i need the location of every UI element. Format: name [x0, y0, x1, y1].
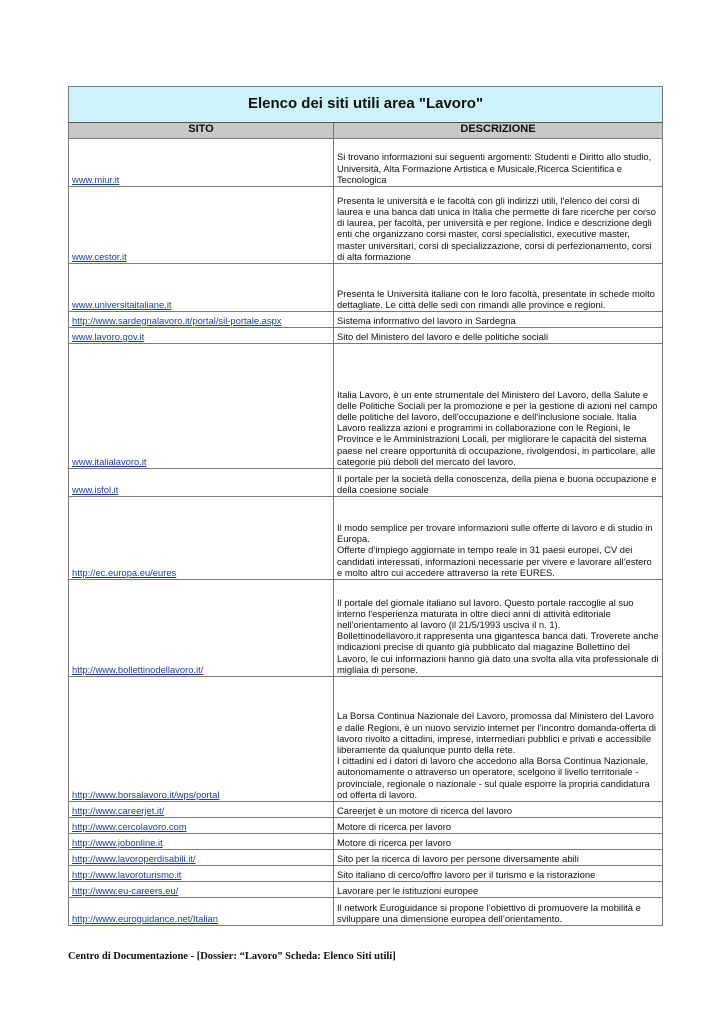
- site-cell: [69, 264, 334, 312]
- table-row: [69, 187, 663, 264]
- site-link[interactable]: http://www.jobonline.it: [72, 836, 163, 848]
- site-link[interactable]: www.lavoro.gov.it: [72, 330, 145, 342]
- table-row: [69, 818, 663, 834]
- description-cell: Sito per la ricerca di lavoro per persone diversamente abili: [334, 850, 663, 866]
- site-link[interactable]: http://www.sardegnalavoro.it/portal/sil-portale.aspx: [72, 314, 282, 326]
- table-row: [69, 898, 663, 926]
- description-cell: Il modo semplice per trovare informazioni sulle offerte di lavoro e di studio in Europa. Offerte d’impiego aggiornate in tempo reale in 31 paesi europei, CV dei candidati interessati, informazioni necessarie per vivere e lavorare all’estero e molto altro cui accedere attraverso la rete EURES.: [334, 497, 663, 580]
- site-cell: [69, 898, 334, 926]
- description-cell: Sito del Ministero del lavoro e delle politiche sociali: [334, 328, 663, 344]
- description-cell: Presenta le università e le facoltà con gli indirizzi utili, l'elenco dei corsi di laurea e una banca dati unica in Italia che permette di fare ricerche per corso di laurea, per facoltà, per università e per regione. Indice e descrizione degli enti che organizzano corsi master, corsi specialistici, executive master, master universitari, corsi di specializzazione, corsi di perfezionamento, corsi di alta formazione: [334, 187, 663, 264]
- site-link[interactable]: http://www.eu-careers.eu/: [72, 884, 179, 896]
- description-cell: Lavorare per le istituzioni europee: [334, 882, 663, 898]
- description-cell: Sito italiano di cerco/offro lavoro per il turismo e la ristorazione: [334, 866, 663, 882]
- site-link[interactable]: http://www.lavoroturismo.it: [72, 868, 182, 880]
- description-cell: Italia Lavoro, è un ente strumentale del Ministero del Lavoro, della Salute e delle Politiche Sociali per la promozione e per la gestione di azioni nel campo delle politiche del lavoro, dell'occupazione e dell'inclusione sociale. Italia Lavoro realizza azioni e programmi in collaborazione con le Regioni, le Province e le Amministrazioni Locali, per migliorare le capacità del sistema paese nel creare opportunità di occupazione, rivolgendosi, in particolare, alle categorie più deboli del mercato del lavoro.: [334, 344, 663, 469]
- site-cell: [69, 469, 334, 497]
- site-cell: [69, 312, 334, 328]
- column-header-site: SITO: [69, 123, 334, 139]
- table-row: [69, 344, 663, 469]
- description-cell: Il portale del giornale italiano sul lavoro. Questo portale raccoglie al suo interno l'esperienza maturata in oltre dieci anni di attività editoriale nell'orientamento al lavoro (il 21/5/1993 usciva il n. 1). Bollettinodellavoro.it rappresenta una gigantesca banca dati. Troverete anche indicazioni precise di quanto già pubblicato dal magazine Bollettino del Lavoro, le cui informazioni hanno già dato una svolta alla vita professionale di migliaia di persone.: [334, 580, 663, 677]
- table-row: [69, 834, 663, 850]
- site-link[interactable]: www.miur.it: [72, 173, 120, 185]
- table-row: [69, 850, 663, 866]
- site-link[interactable]: www.isfol.it: [72, 483, 119, 495]
- site-link[interactable]: http://www.euroguidance.net/Italian: [72, 912, 218, 924]
- sites-table: [68, 86, 663, 926]
- table-row: [69, 802, 663, 818]
- description-cell: Il portale per la società della conoscenza, della piena e buona occupazione e della coesione sociale: [334, 469, 663, 497]
- site-cell: [69, 139, 334, 187]
- site-link[interactable]: www.cestor.it: [72, 250, 127, 262]
- description-cell: Careerjet è un motore di ricerca del lavoro: [334, 802, 663, 818]
- table-title: Elenco dei siti utili area "Lavoro": [69, 87, 663, 123]
- table-row: [69, 312, 663, 328]
- site-link[interactable]: www.italialavoro.it: [72, 455, 147, 467]
- site-cell: [69, 850, 334, 866]
- description-cell: Si trovano informazioni sui seguenti argomenti: Studenti e Diritto allo studio, Università, Alta Formazione Artistica e Musicale,Ricerca Scientifica e Tecnologica: [334, 139, 663, 187]
- table-row: [69, 677, 663, 802]
- column-header-description: DESCRIZIONE: [334, 123, 663, 139]
- site-link[interactable]: http://www.cercolavoro.com: [72, 820, 187, 832]
- site-cell: [69, 497, 334, 580]
- site-cell: [69, 882, 334, 898]
- site-cell: [69, 328, 334, 344]
- site-cell: [69, 802, 334, 818]
- site-link[interactable]: www.universitaitaliane.it: [72, 298, 172, 310]
- description-cell: Sistema informativo del lavoro in Sardegna: [334, 312, 663, 328]
- site-cell: [69, 818, 334, 834]
- table-row: [69, 580, 663, 677]
- page-footer: Centro di Documentazione - [Dossier: “Lavoro” Scheda: Elenco Siti utili]: [68, 951, 396, 962]
- site-link[interactable]: http://www.bollettinodellavoro.it/: [72, 663, 204, 675]
- description-cell: Il network Euroguidance si propone l’obiettivo di promuovere la mobilità e sviluppare una dimensione europea dell’orientamento.: [334, 898, 663, 926]
- table-body: [69, 139, 663, 926]
- site-cell: [69, 580, 334, 677]
- site-cell: [69, 677, 334, 802]
- site-link[interactable]: http://www.borsalavoro.it/wps/portal: [72, 788, 220, 800]
- site-cell: [69, 834, 334, 850]
- document-page: [68, 86, 662, 926]
- site-cell: [69, 344, 334, 469]
- table-row: [69, 882, 663, 898]
- site-link[interactable]: http://www.careerjet.it/: [72, 804, 165, 816]
- site-cell: [69, 866, 334, 882]
- table-row: [69, 497, 663, 580]
- site-cell: [69, 187, 334, 264]
- description-cell: Motore di ricerca per lavoro: [334, 834, 663, 850]
- table-row: [69, 264, 663, 312]
- table-row: [69, 328, 663, 344]
- table-row: [69, 866, 663, 882]
- table-row: [69, 139, 663, 187]
- site-link[interactable]: http://ec.europa.eu/eures: [72, 566, 177, 578]
- description-cell: Presenta le Università italiane con le loro facoltà, presentate in schede molto dettagliate. Le città delle sedi con rimandi alle province e regioni.: [334, 264, 663, 312]
- description-cell: La Borsa Continua Nazionale del Lavoro, promossa dal Ministero del Lavoro e dalle Regioni, è un nuovo servizio internet per l'incontro domanda-offerta di lavoro rivolto a cittadini, imprese, intermediari pubblici e privati e accessibile liberamente da qualunque punto della rete. I cittadini ed i datori di lavoro che accedono alla Borsa Continua Nazionale, autonomamente o attraverso un operatore, scelgono il livello territoriale - provinciale, regionale o nazionale - sul quale esporre la propria candidatura od offerta di lavoro.: [334, 677, 663, 802]
- description-cell: Motore di ricerca per lavoro: [334, 818, 663, 834]
- site-link[interactable]: http://www.lavoroperdisabili.it/: [72, 852, 196, 864]
- table-row: [69, 469, 663, 497]
